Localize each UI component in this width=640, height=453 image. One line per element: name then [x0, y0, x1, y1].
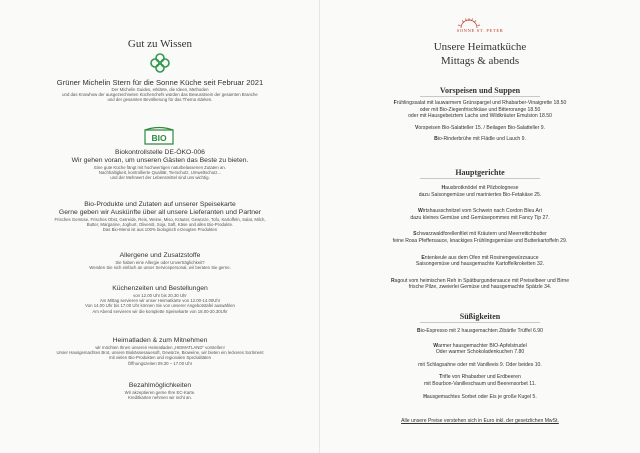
allergy-block — [0, 252, 320, 270]
menu-item: oder mit Bio-Ziegenfrischkäse und Bitterorange 18.50 — [419, 106, 541, 113]
brand-name: SONNE ST. PETER — [456, 28, 504, 33]
shop-heading: Heimatladen & zum Mitnehmen — [112, 337, 208, 344]
michelin-line: und der gesamten Bevölkerung für das Thema stärken. — [107, 97, 213, 103]
kitchen-heading: Küchenzeiten und Bestellungen — [112, 285, 208, 292]
kitchen-line: Von 14.00 Uhr bis 17.00 Uhr können Sie von unserer Angebotstafel auswählen — [85, 303, 235, 309]
michelin-line: Der Michelin Guides, erklärte, die Ideen, Methoden — [111, 87, 209, 92]
menu-title: Unsere Heimatküche — [433, 41, 527, 53]
left-page-title: Gut zu Wissen — [127, 38, 193, 50]
menu-item: Bio-Rinderbrühe mit Flädle und Lauch 9. — [434, 136, 526, 143]
divider — [420, 96, 540, 97]
bio-badge-text: BIO — [151, 133, 167, 143]
products-subheading: Gerne geben wir Auskünfte über all unsere Lieferanten und Partner — [58, 209, 262, 216]
menu-item: Trifle von Rhabarber und Erdbeeren — [439, 374, 521, 381]
menu-item: Ragout vom heimischen Reh in Spätburgundersauce mit Preiselbeer und Birne — [390, 277, 570, 284]
bio-line: und der Mehrwert der Lebensmittel sind uns wichtig. — [110, 175, 210, 181]
michelin-block — [0, 78, 320, 103]
divider — [420, 178, 540, 179]
menu-item: Entenkeule aus dem Ofen mit Rosinengewürzsauce — [421, 254, 539, 261]
products-block — [0, 201, 320, 233]
kitchen-line: von 12.00 Uhr bis 20.30 Uhr — [133, 293, 187, 298]
bio-subheading: Wir gehen voran, um unseren Gästen das Beste zu bieten. — [71, 157, 249, 164]
mains-list — [320, 185, 640, 291]
bio-heading: Biokontrollstelle DE-ÖKO-006 — [115, 149, 205, 156]
desserts-list — [320, 328, 640, 400]
menu-item: feine Rosa Pfeffersauce, knackiges Frühlingsgemüse und Butterkartoffeln 29. — [392, 237, 568, 244]
menu-item: Wirtshausschnitzel vom Schwein nach Cordon Bleu Art — [417, 208, 542, 215]
starters-list — [320, 100, 640, 143]
menu-item: dazu kleines Gemüse und Gemüsepommes mit Fancy Tip 27. — [410, 214, 550, 221]
allergy-heading: Allergene und Zusatzstoffe — [119, 252, 201, 259]
menu-item: Bio-Espresso mit 2 hausgemachten Zibärtle Trüffel 6.90 — [417, 328, 543, 334]
bio-block — [0, 149, 320, 181]
price-footer: Alle unsere Preise verstehen sich in Euro inkl. der gesetzlichen MwSt. — [401, 418, 559, 424]
menu-item: Vorspeisen Bio-Salatteller 15. / Beilagen Bio-Salatteller 9. — [415, 124, 545, 131]
shop-block — [0, 337, 320, 366]
menu-item: mit Schlagsahne oder mit Vanilleeis 9. Oder beides 10. — [418, 361, 542, 368]
clover-icon — [149, 52, 171, 74]
products-line: Das Bio-Menü ist aus 100% biologisch erzeugten Produkten — [102, 227, 218, 233]
products-line: Frisches Gemüse, Frisches Obst, Getreide, Reis, Weine, Miso, Kräuter, Gewürze, Tofu, Kartoffeln, Salat, Milch, — [54, 217, 266, 222]
payment-line: Kreditkarten nehmen wir nicht an. — [127, 395, 192, 401]
michelin-heading: Grüner Michelin Stern für die Sonne Küche seit Februar 2021 — [56, 78, 264, 87]
menu-item: oder mit Hausgebeiztem Lachs und Wildkräuter Emulsion 18.50 — [408, 113, 552, 120]
desserts-heading: Süßigkeiten — [459, 312, 501, 321]
menu-item: Frühlingssalat mit lauwarmem Grünspargel und Rhabarber-Vinaigrette 18.50 — [393, 100, 567, 106]
menu-item: Hausgemachtes Sorbet oder Eis je große Kugel 5. — [423, 393, 537, 400]
menu-item: Warmer hausgemachter BIO-Apfelstrudel — [433, 342, 527, 349]
payment-heading: Bezahlmöglichkeiten — [128, 382, 192, 389]
shop-line: Unser Hausgemachtes Brot, unsere Biokässesauesoft, Gewürze, Bioweine, wir bieten ein leckeres Sortiment — [56, 350, 264, 356]
shop-line: Öffnungszeiten 09.30 – 17.00 Uhr — [127, 360, 193, 366]
bio-line: Eine gute Küche fängt mit hochwertigen naturbelassenen Zutaten an. — [94, 165, 226, 170]
allergy-line: Wenden Sie sich einfach an unser Servicepersonal, wir beraten Sie gerne. — [89, 265, 231, 271]
kitchen-block — [0, 285, 320, 314]
products-line: Butter, Margarine, Joghurt, Olivenöl, Soja, Saft, Käse und alles Bio-Produkte. — [86, 222, 234, 228]
bio-line: Nachhaltigkeit, kontrollierte Qualität, Tierschutz, Umweltschutz... — [98, 170, 222, 176]
menu-item: frische Pilze, zweierlei Gemüse und hausgemachte Spätzle 34. — [408, 284, 552, 291]
right-page — [320, 0, 640, 453]
allergy-line: Sie haben eine Allergie oder Unverträglichkeit? — [115, 260, 205, 265]
kitchen-line: Am Abend servieren wir die komplette Speisekarte von 18.00-20.30Uhr — [92, 308, 228, 314]
kitchen-line: Am Mittag servieren wir unser Heimatkarte von 12.00-14.00Uhr — [99, 298, 221, 304]
shop-line: wir möchten Ihnen unseren Heimatladen „HEIMATLAND“ vorstellen! — [95, 345, 225, 350]
michelin-line: und das Knowhow der ausgezeichneten Küchenchefs würden das Bewusstsein der gesamten Branche — [62, 92, 258, 98]
menu-item: Oder warmer Schokoladenkuchen 7.80 — [435, 349, 525, 356]
menu-item: dazu Saisongemüse und mariniertes Bio-Fetakäse 25. — [418, 191, 542, 198]
menu-item: mit Bourbon-Vanilleschaum und Beerensorbet 11. — [424, 380, 536, 387]
menu-subtitle: Mittags & abends — [440, 55, 520, 67]
menu-item: Hausbrotknödel mit Pilzbolognese — [441, 185, 519, 191]
menu-item: Schwarzwaldforellenfilet mit Kräutern und Meerrettichbutter — [413, 231, 547, 238]
menu-item: Saisongemüse und hausgemachte Kartoffelkroketten 32. — [415, 261, 545, 268]
mains-heading: Hauptgerichte — [455, 168, 505, 177]
payment-block — [0, 382, 320, 400]
divider — [420, 322, 540, 323]
bio-logo — [144, 126, 174, 146]
starters-heading: Vorspeisen und Suppen — [439, 86, 521, 95]
shop-line: mit vielen Bio-Produkten und regionalen Spezialitäten — [109, 355, 211, 361]
payment-line: Wir akzeptieren gerne Ihre EC-Karte. — [124, 390, 196, 395]
products-heading: Bio-Produkte und Zutaten auf unserer Speisekarte — [84, 201, 236, 208]
